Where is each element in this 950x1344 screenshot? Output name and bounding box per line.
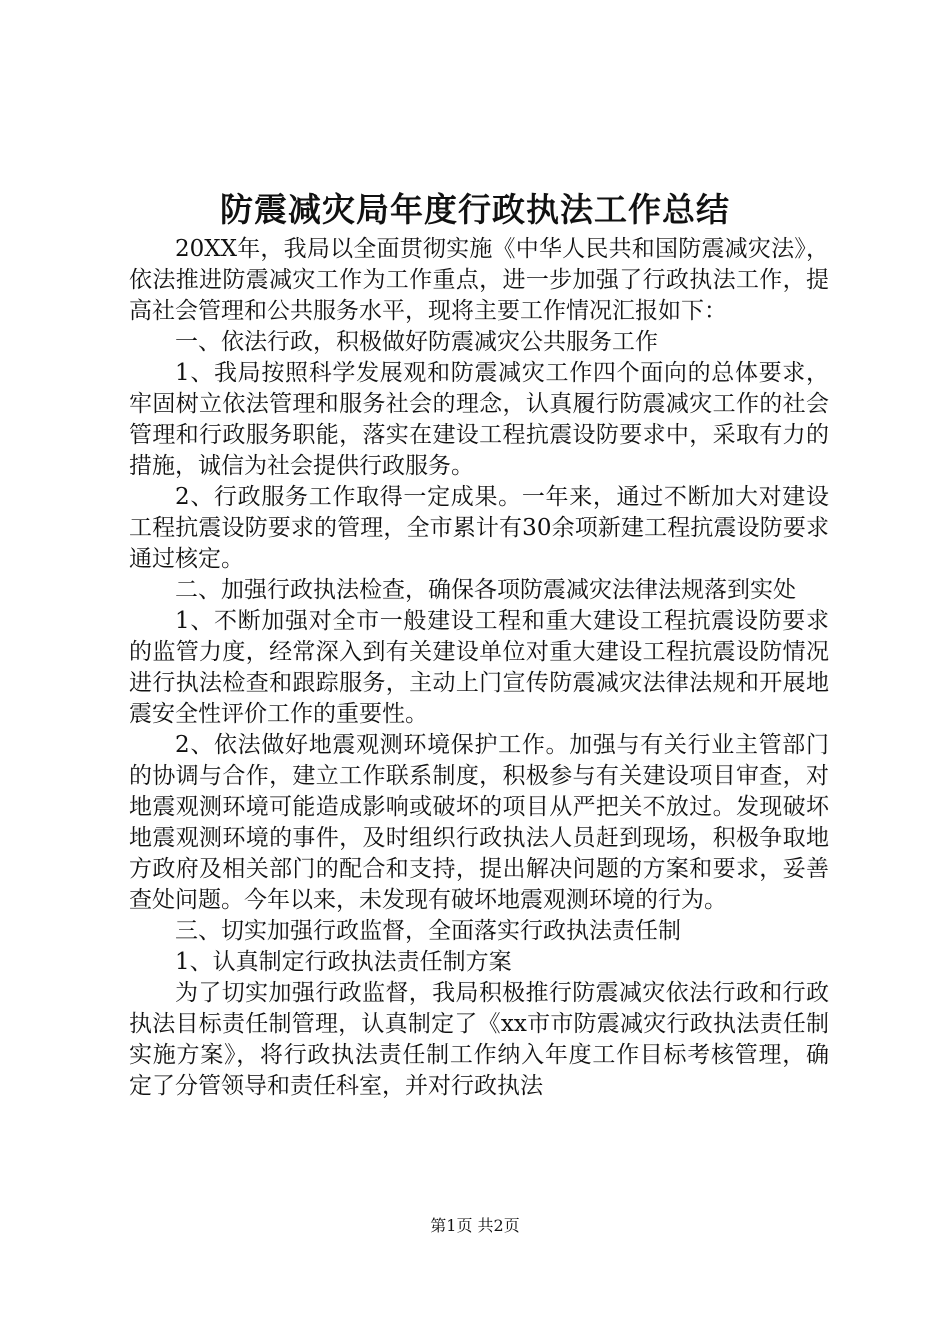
section-heading-3: 三、切实加强行政监督，全面落实行政执法责任制 xyxy=(175,918,681,944)
document-title: 防震减灾局年度行政执法工作总结 xyxy=(220,190,730,229)
paragraph-3-1: 为了切实加强行政监督，我局积极推行防震减灾依法行政和行政执法目标责任制管理，认真制定了《xx市市防震减灾行政执法责任制实施方案》，将行政执法责任制工作纳入年度工作目标考核管理，确定了分管领导和责任科室，并对行政执法 xyxy=(129,980,829,1099)
paragraph-intro: 20XX年，我局以全面贯彻实施《中华人民共和国防震减灾法》，依法推进防震减灾工作为工作重点，进一步加强了行政执法工作，提高社会管理和公共服务水平，现将主要工作情况汇报如下： xyxy=(129,236,829,324)
paragraph-2-2: 2、依法做好地震观测环境保护工作。加强与有关行业主管部门的协调与合作，建立工作联系制度，积极参与有关建设项目审查，对地震观测环境可能造成影响或破坏的项目从严把关不放过。发现破坏地震观测环境的事件，及时组织行政执法人员赶到现场，积极争取地方政府及相关部门的配合和支持，提出解决问题的方案和要求，妥善查处问题。今年以来，未发现有破坏地震观测环境的行为。 xyxy=(129,732,829,913)
paragraph-2-1: 1、不断加强对全市一般建设工程和重大建设工程抗震设防要求的监管力度，经常深入到有关建设单位对重大建设工程抗震设防情况进行执法检查和跟踪服务，主动上门宣传防震减灾法律法规和开展地震安全性评价工作的重要性。 xyxy=(129,608,829,727)
paragraph-1-2: 2、行政服务工作取得一定成果。一年来，通过不断加大对建设工程抗震设防要求的管理，全市累计有30余项新建工程抗震设防要求通过核定。 xyxy=(129,484,829,572)
paragraph-1-1: 1、我局按照科学发展观和防震减灾工作四个面向的总体要求，牢固树立依法管理和服务社会的理念，认真履行防震减灾工作的社会管理和行政服务职能，落实在建设工程抗震设防要求中，采取有力的措施，诚信为社会提供行政服务。 xyxy=(129,360,829,479)
section-heading-2: 二、加强行政执法检查，确保各项防震减灾法律法规落到实处 xyxy=(175,577,796,603)
document-body xyxy=(129,234,829,1102)
page-footer: 第1页 共2页 xyxy=(430,1216,520,1235)
subheading-3-1: 1、认真制定行政执法责任制方案 xyxy=(175,949,512,975)
section-heading-1: 一、依法行政，积极做好防震减灾公共服务工作 xyxy=(175,329,658,355)
